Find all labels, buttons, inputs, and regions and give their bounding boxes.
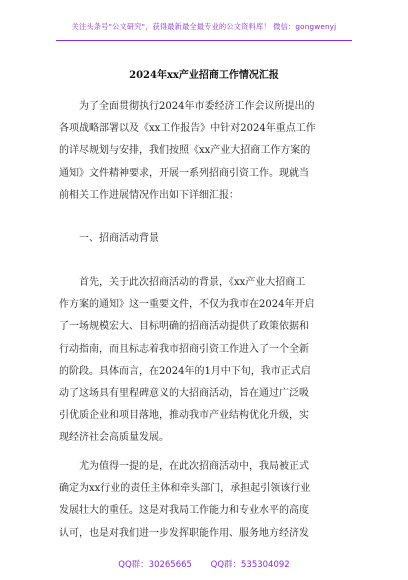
paragraph-line: 首先，关于此次招商活动的背景，《xx产业大招商工 <box>79 277 306 288</box>
section-heading <box>59 228 355 250</box>
paragraph-intro <box>59 96 355 207</box>
paragraph-line: 确定为xx行业的责任主体和牵头部门，承担起引领该行业 <box>59 483 311 495</box>
paragraph-line: 前相关工作进展情况作出如下详细汇报： <box>59 189 239 201</box>
paragraph-line: 作方案的通知》这一重要文件，不仅为我市在2024年开启 <box>59 299 315 311</box>
header-divider <box>56 40 352 41</box>
paragraph-line: 动了这场具有里程碑意义的大招商活动，旨在通过广泛吸 <box>59 387 309 399</box>
header-banner: 关注头条号"公文研究"，获得最新最全最专业的公文资料库！ 微信：gongwenyj <box>71 22 337 31</box>
paragraph-line: 通知》文件精神要求，开展一系列招商引资工作。现就当 <box>59 167 309 179</box>
section-heading-text: 一、招商活动背景 <box>79 233 159 244</box>
paragraph-line: 了一场规模宏大、目标明确的招商活动提供了政策依据和 <box>59 321 309 333</box>
paragraph-line: 行动指南，而且标志着我市招商引资工作进入了一个全新 <box>59 343 309 355</box>
paragraph-line: 现经济社会高质量发展。 <box>59 432 169 444</box>
footer-qq-group-1: QQ群：30265665 <box>118 560 192 570</box>
paragraph-line: 认可，也是对我们进一步发挥职能作用、服务地方经济发 <box>59 527 309 539</box>
paragraph-line: 各项战略部署以及《xx工作报告》中针对2024年重点工作 <box>59 123 316 135</box>
paragraph-line: 为了全面贯彻执行2024年市委经济工作会议所提出的 <box>79 101 315 112</box>
paragraph-line: 的详尽规划与安排，我们按照《xx产业大招商工作方案的 <box>59 145 311 157</box>
footer-contacts <box>0 558 408 570</box>
paragraph-line: 的阶段。具体而言，在2024年的1月中下旬，我市正式启 <box>59 365 311 377</box>
paragraph-line: 引优质企业和项目落地，推动我市产业结构优化升级，实 <box>59 410 309 422</box>
footer-qq-group-2: QQ群：535304092 <box>210 560 290 570</box>
paragraph-line: 尤为值得一提的是，在此次招商活动中，我局被正式 <box>79 461 309 472</box>
paragraph-background <box>59 272 355 450</box>
paragraph-responsibility <box>59 456 355 545</box>
paragraph-line: 发展壮大的重任。这是对我局工作能力和专业水平的高度 <box>59 505 309 517</box>
document-title: 2024年xx产业招商工作情况汇报 <box>129 70 279 81</box>
